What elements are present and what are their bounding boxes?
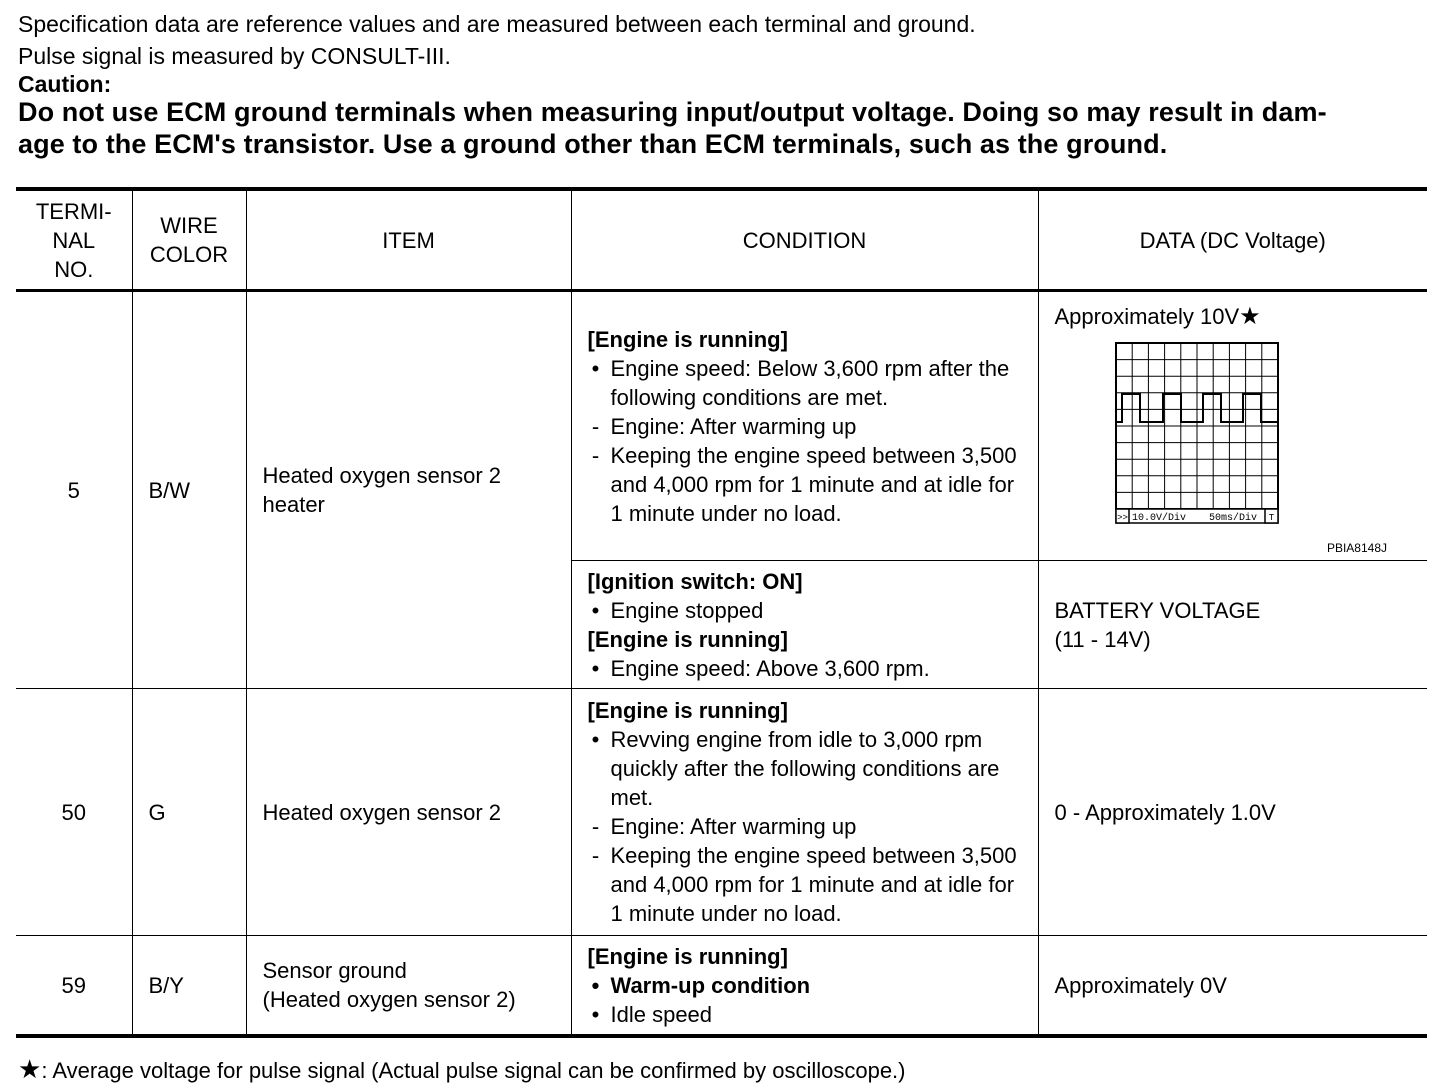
condition-text: Engine stopped (610, 597, 764, 623)
data-value: BATTERY VOLTAGE (1054, 597, 1261, 623)
condition-text: Keeping the engine speed between 3,500 and 4,000 rpm for 1 minute and at idle for 1 minute under no load. (610, 442, 1017, 526)
condition-title: [Engine is running] (587, 626, 788, 652)
item-line: heater (262, 492, 325, 517)
caution-text-line2: age to the ECM's transistor. Use a ground other than ECM terminals, such as the ground. (18, 129, 1168, 159)
condition-cell (571, 936, 1038, 1037)
condition-text: Engine: After warming up (610, 814, 857, 839)
condition-dash (588, 812, 1022, 841)
terminal-spec-table (16, 187, 1427, 1038)
dash-icon: - (591, 814, 600, 839)
condition-title: [Engine is running] (587, 943, 788, 969)
condition-cell (571, 561, 1038, 689)
condition-text: Warm-up condition (610, 972, 811, 998)
condition-bullet (588, 1000, 1022, 1029)
header-data: DATA (DC Voltage) (1038, 189, 1427, 291)
scope-time-div: 50ms/Div (1208, 513, 1257, 524)
header-terminal-line2: NAL (52, 227, 96, 253)
header-terminal-line3: NO. (54, 256, 94, 282)
scope-mode: T (1268, 513, 1274, 523)
condition-title: [Ignition switch: ON] (587, 568, 803, 594)
terminal-number: 50 (16, 689, 132, 936)
figure-code: PBIA8148J (1326, 541, 1387, 555)
table-row (16, 936, 1427, 1037)
table-row (16, 291, 1427, 561)
condition-title: [Engine is running] (587, 326, 788, 352)
footnote (18, 1054, 906, 1086)
header-condition: CONDITION (571, 189, 1038, 291)
header-terminal (16, 189, 132, 291)
condition-text: Engine: After warming up (610, 413, 857, 439)
table-row (16, 689, 1427, 936)
bullet-icon: • (591, 727, 600, 752)
footnote-text: : Average voltage for pulse signal (Actual pulse signal can be confirmed by oscilloscope.) (41, 1058, 906, 1083)
header-wire-line2: COLOR (149, 242, 229, 267)
data-cell-waveform (1038, 291, 1427, 561)
item-line: Sensor ground (262, 958, 407, 983)
dash-icon: - (591, 843, 600, 868)
header-item: ITEM (246, 189, 571, 291)
terminal-number: 59 (16, 936, 132, 1037)
condition-text: Engine speed: Below 3,600 rpm after the following conditions are met. (610, 355, 1010, 410)
scope-voltage-div: 10.0V/Div (1131, 513, 1186, 524)
wire-color: B/Y (132, 936, 246, 1037)
pulse-note: Pulse signal is measured by CONSULT-III. (18, 43, 451, 69)
data-value: (11 - 14V) (1054, 626, 1151, 652)
condition-text: Idle speed (610, 1001, 713, 1027)
dash-icon: - (591, 413, 600, 439)
wire-color: G (132, 689, 246, 936)
bullet-icon: • (591, 355, 600, 381)
data-cell: Approximately 0V (1038, 936, 1427, 1037)
condition-bullet (588, 725, 1022, 812)
bullet-icon: • (591, 1001, 600, 1027)
header-wire-color (132, 189, 246, 291)
item-line: Heated oxygen sensor 2 (262, 463, 501, 488)
condition-bullet (588, 654, 1022, 683)
condition-title: [Engine is running] (587, 698, 788, 723)
condition-cell (571, 689, 1038, 936)
caution-text-line1: Do not use ECM ground terminals when measuring input/output voltage. Doing so may result in dam- (18, 97, 1327, 127)
terminal-number: 5 (16, 291, 132, 689)
spec-note: Specification data are reference values and are measured between each terminal and ground. (18, 11, 976, 37)
condition-bullet (588, 354, 1022, 412)
oscilloscope-waveform (1115, 342, 1281, 524)
bullet-icon: • (591, 597, 600, 623)
data-cell (1038, 561, 1427, 689)
item-cell: Heated oxygen sensor 2 (246, 689, 571, 936)
condition-dash (588, 441, 1022, 528)
condition-text: Revving engine from idle to 3,000 rpm quickly after the following conditions are met. (610, 727, 1000, 810)
header-wire-line1: WIRE (160, 213, 218, 238)
condition-dash (588, 412, 1022, 441)
caution-label: Caution: (18, 71, 112, 97)
data-cell: 0 - Approximately 1.0V (1038, 689, 1427, 936)
condition-dash (588, 841, 1022, 928)
item-cell (246, 291, 571, 689)
header-terminal-line1: TERMI- (35, 198, 112, 224)
star-icon: ★ (1239, 303, 1261, 330)
table-header-row (16, 189, 1427, 291)
condition-bullet (588, 971, 1022, 1000)
condition-bullet (588, 596, 1022, 625)
star-icon: ★ (18, 1054, 42, 1084)
condition-cell (571, 291, 1038, 561)
data-value (1055, 302, 1261, 331)
data-value-text: Approximately 10V (1054, 304, 1240, 329)
condition-text: Engine speed: Above 3,600 rpm. (610, 655, 930, 681)
bullet-icon: • (591, 972, 600, 998)
channel-marker-icon: >> (1116, 513, 1128, 523)
item-line: (Heated oxygen sensor 2) (262, 987, 516, 1012)
condition-text: Keeping the engine speed between 3,500 and 4,000 rpm for 1 minute and at idle for 1 minute under no load. (610, 843, 1017, 926)
intro-section (18, 8, 1438, 160)
wire-color: B/W (132, 291, 246, 689)
dash-icon: - (591, 442, 600, 468)
item-cell (246, 936, 571, 1037)
bullet-icon: • (591, 655, 600, 681)
